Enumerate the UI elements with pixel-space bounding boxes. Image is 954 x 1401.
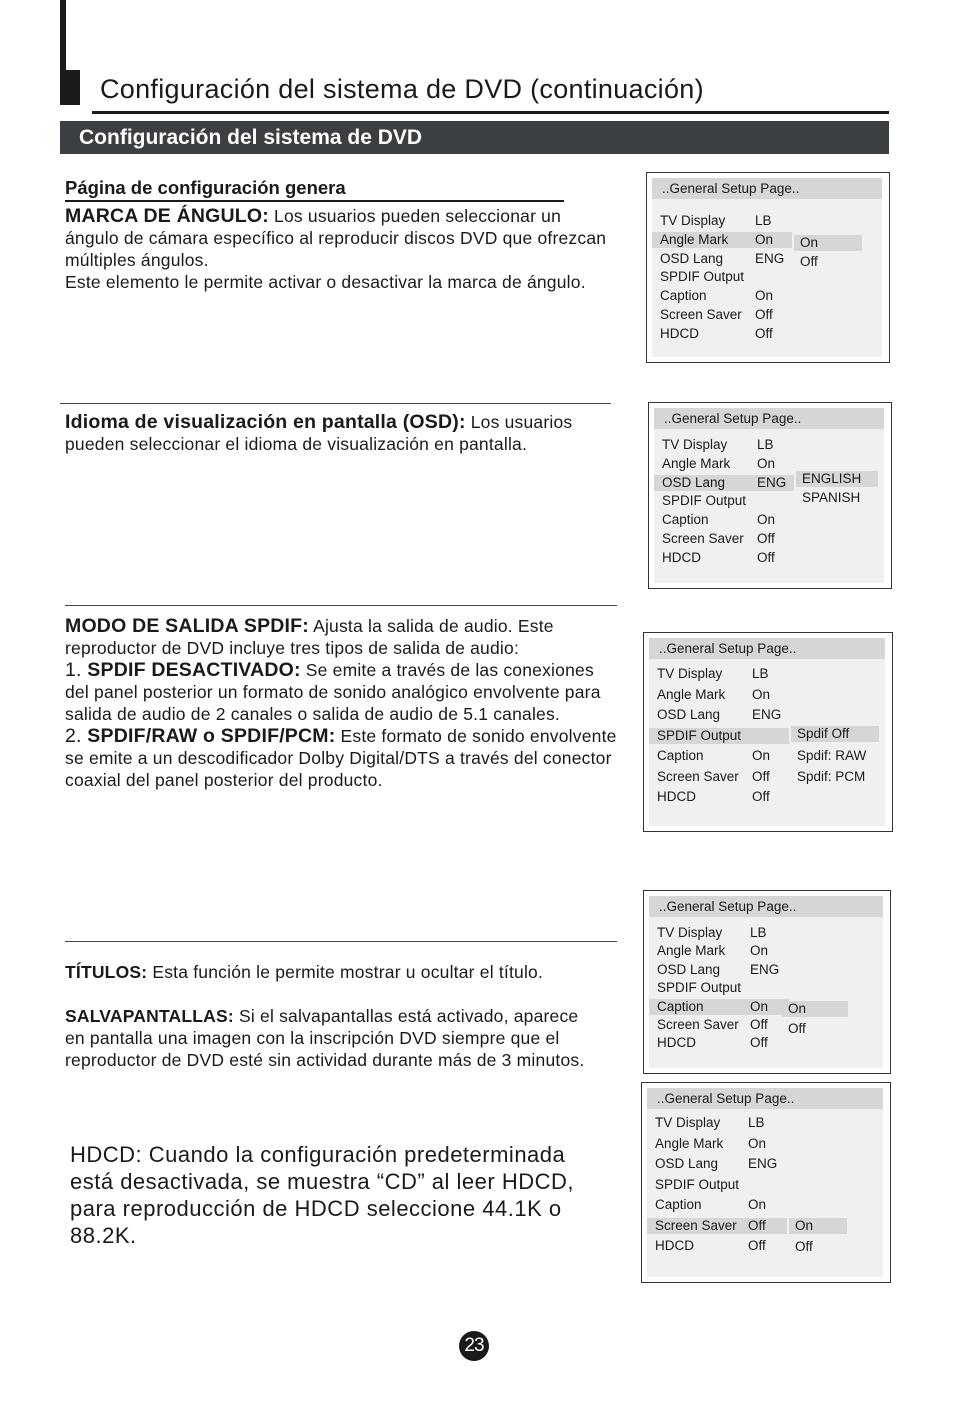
menu-row-value: Off: [755, 307, 773, 322]
menu-option[interactable]: Off: [800, 254, 818, 269]
menu-row-label: SPDIF Output: [655, 1176, 740, 1192]
menu-row-value: Off: [750, 1035, 768, 1051]
menu-row[interactable]: [654, 456, 794, 472]
menu-row[interactable]: [652, 307, 792, 323]
menu-panel: [654, 408, 884, 583]
menu-row[interactable]: [647, 1115, 787, 1131]
menu-row-label: Screen Saver: [655, 1217, 737, 1233]
menu-row[interactable]: [652, 232, 792, 248]
menu-title: ..General Setup Page..: [654, 408, 884, 429]
titles-text: Esta función le permite mostrar u ocultar el título.: [147, 962, 544, 982]
menu-row-label: HDCD: [662, 549, 701, 565]
menu-row-label: SPDIF Output: [657, 727, 742, 743]
menu-row-label: SPDIF Output: [662, 493, 747, 509]
menu-row-value: On: [750, 943, 769, 959]
menu-row-label: TV Display: [662, 437, 728, 452]
menu-row-value: LB: [755, 213, 772, 228]
menu-row[interactable]: [652, 326, 792, 342]
menu-osd-lang: [648, 402, 892, 589]
menu-row[interactable]: [652, 288, 792, 304]
menu-row-label: Caption: [660, 288, 707, 304]
menu-row-value: Off: [752, 789, 770, 804]
spdif-item1-num: 1.: [65, 659, 88, 681]
menu-row-label: Screen Saver: [657, 1017, 739, 1032]
menu-row[interactable]: [647, 1136, 787, 1152]
menu-row-value: Off: [757, 549, 775, 565]
menu-row-value: ENG: [750, 961, 780, 977]
menu-row[interactable]: [647, 1156, 787, 1172]
menu-row[interactable]: [649, 962, 789, 978]
hdcd-text: HDCD: Cuando la configuración predeterminada está desactivada, se muestra “CD” al leer HDCD, para reproducción de HDCD seleccione 44.1K o 88.2K.: [70, 1142, 574, 1248]
menu-row[interactable]: [652, 213, 792, 229]
menu-row[interactable]: [649, 943, 789, 959]
menu-row-value: On: [757, 455, 776, 471]
menu-row[interactable]: [652, 251, 792, 267]
menu-row-value: LB: [752, 666, 769, 681]
screensaver-section: [65, 1005, 595, 1071]
menu-row[interactable]: [647, 1177, 787, 1193]
angle-term: MARCA DE ÁNGULO:: [65, 205, 269, 227]
osd-text: Los usuarios pueden seleccionar el idioma de visualización en pantalla.: [65, 412, 573, 454]
menu-title: ..General Setup Page..: [649, 896, 883, 917]
menu-row-label: Angle Mark: [657, 686, 726, 702]
hdcd-section: [70, 1141, 615, 1249]
menu-row[interactable]: [647, 1218, 787, 1234]
menu-row-label: HDCD: [655, 1238, 694, 1253]
spdif-term: MODO DE SALIDA SPDIF:: [65, 615, 309, 637]
menu-row-value: ENG: [757, 474, 787, 490]
menu-row[interactable]: [654, 493, 794, 509]
menu-option[interactable]: Off: [788, 1021, 806, 1036]
subheading: Página de configuración genera: [65, 177, 346, 198]
menu-row-label: Angle Mark: [657, 943, 726, 959]
divider-spdif: [65, 605, 617, 606]
menu-row[interactable]: [649, 1017, 789, 1033]
menu-row-value: LB: [748, 1115, 765, 1130]
menu-row-label: SPDIF Output: [660, 269, 745, 285]
menu-row-value: On: [752, 686, 771, 702]
menu-row-value: LB: [757, 437, 774, 452]
menu-row[interactable]: [649, 769, 789, 785]
menu-row[interactable]: [652, 269, 792, 285]
menu-row[interactable]: [649, 999, 789, 1015]
menu-row-value: On: [750, 998, 769, 1014]
menu-spdif-output: [643, 632, 893, 832]
osd-term: Idioma de visualización en pantalla (OSD):: [65, 411, 466, 433]
menu-row-label: Angle Mark: [662, 455, 731, 471]
subheading-rule: [65, 200, 564, 202]
divider-titles: [65, 941, 617, 942]
spdif-text: Ajusta la salida de audio. Este reproductor de DVD incluye tres tipos de salida de audio:: [65, 616, 554, 658]
menu-row-label: OSD Lang: [660, 250, 724, 266]
spdif-item1-term: SPDIF DESACTIVADO:: [87, 659, 301, 681]
menu-option[interactable]: Spdif Off: [791, 726, 879, 742]
menu-row-label: TV Display: [657, 925, 723, 940]
menu-row[interactable]: [647, 1197, 787, 1213]
menu-row-label: Screen Saver: [662, 531, 744, 546]
menu-row-value: Off: [752, 768, 770, 784]
menu-row-value: Off: [748, 1217, 766, 1233]
menu-row[interactable]: [649, 707, 789, 723]
page-title: Configuración del sistema de DVD (continuación): [100, 74, 704, 104]
menu-row-value: On: [755, 288, 774, 304]
menu-row-value: ENG: [748, 1156, 778, 1171]
divider-osd: [60, 403, 611, 404]
titles-term: TÍTULOS:: [65, 962, 148, 982]
menu-row-value: ENG: [755, 250, 785, 266]
title-rule: [92, 111, 889, 114]
menu-row-label: Caption: [655, 1197, 702, 1212]
menu-row-label: Caption: [662, 512, 709, 528]
menu-row-label: TV Display: [660, 213, 726, 228]
angle-text-2: Este elemento le permite activar o desactivar la marca de ángulo.: [65, 272, 586, 292]
menu-option[interactable]: On: [794, 235, 862, 251]
menu-option[interactable]: Spdif: RAW: [797, 747, 867, 763]
menu-row[interactable]: [649, 925, 789, 941]
menu-option[interactable]: Off: [795, 1238, 813, 1254]
menu-row-label: SPDIF Output: [657, 980, 742, 996]
menu-row[interactable]: [649, 748, 789, 764]
spdif-item1-text: Se emite a través de las conexiones del panel posterior un formato de sonido analógico envolvente para salida de audio de 2 canales o salida de audio de 5.1 canales.: [65, 660, 601, 724]
menu-row-value: On: [748, 1135, 767, 1151]
menu-row-value: On: [752, 748, 771, 763]
page-number: 23: [459, 1331, 489, 1361]
menu-row-label: TV Display: [657, 666, 723, 681]
header-block: [60, 70, 80, 105]
menu-row-label: Screen Saver: [660, 307, 742, 322]
menu-row[interactable]: [654, 550, 794, 566]
angle-text: Los usuarios pueden seleccionar un ángulo de cámara específico al reproducir discos DVD que ofrezcan múltiples ángulos.: [65, 206, 607, 270]
menu-panel: [647, 1088, 883, 1277]
menu-row-value: Off: [757, 531, 775, 546]
menu-panel: [649, 896, 883, 1068]
menu-row[interactable]: [647, 1238, 787, 1254]
menu-row-label: OSD Lang: [655, 1156, 719, 1171]
menu-panel: [649, 638, 885, 826]
menu-row-label: TV Display: [655, 1115, 721, 1130]
menu-row[interactable]: [649, 687, 789, 703]
menu-row[interactable]: [649, 789, 789, 805]
menu-row-value: On: [748, 1197, 767, 1212]
angle-section: [65, 205, 613, 293]
menu-row-label: Angle Mark: [660, 231, 729, 247]
menu-row[interactable]: [654, 512, 794, 528]
menu-panel: [652, 178, 882, 357]
spdif-item2-text: Este formato de sonido envolvente se emite a un descodificador Dolby Digital/DTS a través del conector coaxial del panel posterior del producto.: [65, 726, 617, 790]
menu-screen-saver: [641, 1082, 891, 1283]
menu-row[interactable]: [654, 531, 794, 547]
menu-row-label: Caption: [657, 748, 704, 763]
menu-row-label: Screen Saver: [657, 768, 739, 784]
menu-row-value: Off: [748, 1238, 766, 1253]
screensaver-text: Si el salvapantallas está activado, aparece en pantalla una imagen con la inscripción DVD siempre que el reproductor de DVD esté sin actividad durante más de 3 minutos.: [65, 1006, 585, 1070]
menu-row-label: HDCD: [660, 325, 699, 341]
menu-row[interactable]: [649, 728, 789, 744]
menu-row[interactable]: [649, 666, 789, 682]
menu-row-value: Off: [750, 1017, 768, 1032]
menu-option[interactable]: Spdif: PCM: [797, 769, 866, 784]
menu-caption: [643, 890, 891, 1074]
menu-row-value: On: [755, 231, 774, 247]
osd-section: [65, 411, 607, 455]
menu-row-value: LB: [750, 925, 767, 940]
spdif-section: [65, 615, 620, 791]
menu-row-label: OSD Lang: [662, 474, 726, 490]
menu-row[interactable]: [649, 1035, 789, 1051]
menu-row-label: HDCD: [657, 789, 696, 804]
menu-option[interactable]: On: [789, 1218, 847, 1234]
spdif-item2-num: 2.: [65, 725, 88, 747]
menu-row-value: On: [757, 512, 776, 528]
menu-row-label: OSD Lang: [657, 707, 721, 722]
menu-row[interactable]: [654, 475, 794, 491]
menu-row-label: Caption: [657, 998, 704, 1014]
menu-row-label: Angle Mark: [655, 1135, 724, 1151]
menu-row[interactable]: [649, 980, 789, 996]
menu-option[interactable]: SPANISH: [802, 490, 861, 505]
menu-row[interactable]: [654, 437, 794, 453]
menu-title: ..General Setup Page..: [649, 638, 885, 659]
spdif-item2-term: SPDIF/RAW o SPDIF/PCM:: [87, 725, 336, 747]
section-bar: Configuración del sistema de DVD: [60, 121, 889, 154]
screensaver-term: SALVAPANTALLAS:: [65, 1006, 234, 1026]
menu-option[interactable]: On: [782, 1001, 848, 1017]
menu-option[interactable]: ENGLISH: [796, 471, 878, 487]
menu-angle-mark: [646, 172, 890, 363]
menu-row-value: ENG: [752, 707, 782, 722]
menu-title: ..General Setup Page..: [647, 1088, 883, 1109]
menu-title: ..General Setup Page..: [652, 178, 882, 199]
titles-section: [65, 961, 620, 983]
menu-row-label: HDCD: [657, 1035, 696, 1051]
menu-row-label: OSD Lang: [657, 961, 721, 977]
menu-row-value: Off: [755, 325, 773, 341]
